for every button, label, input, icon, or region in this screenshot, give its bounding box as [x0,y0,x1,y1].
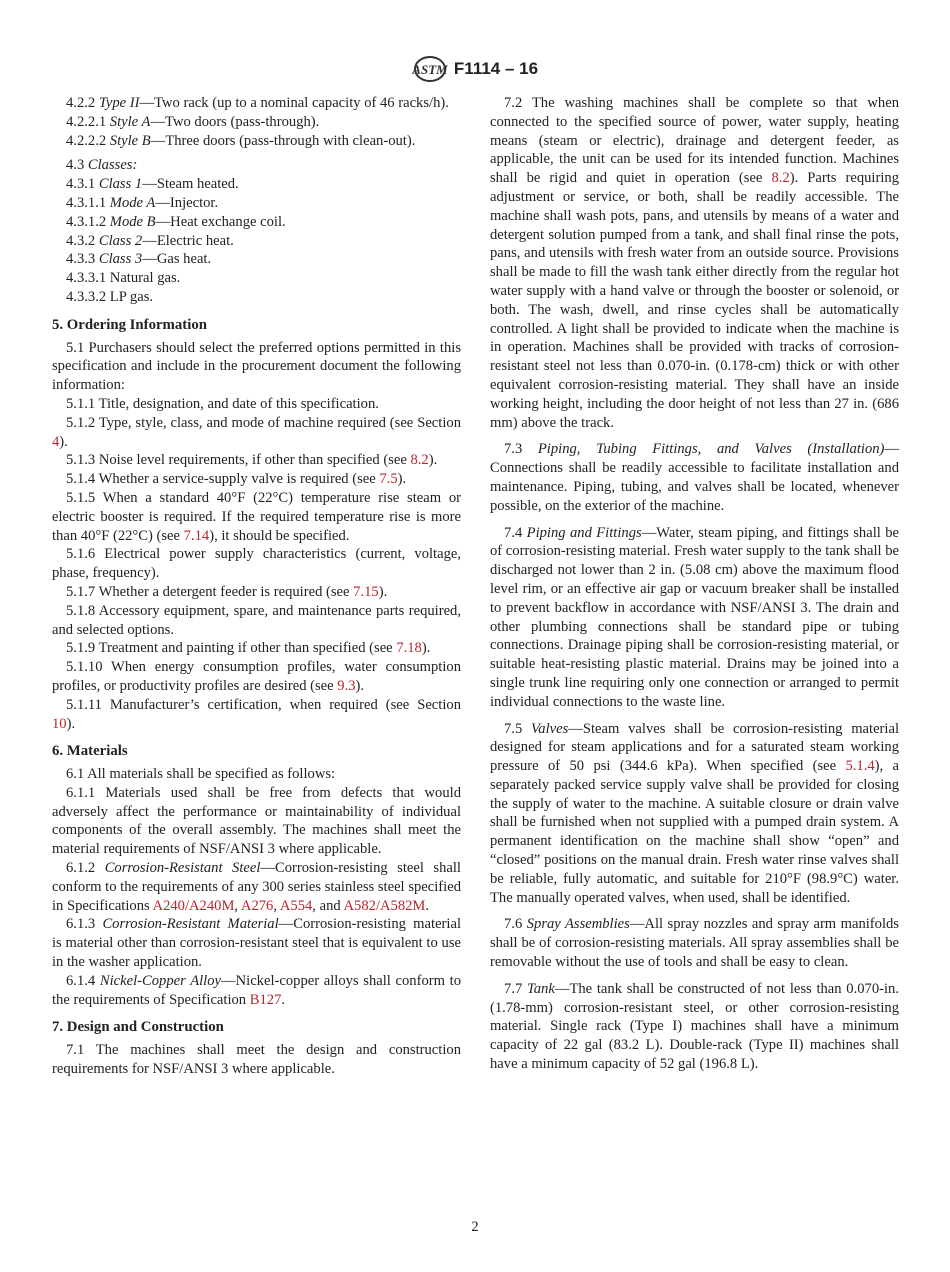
clause-text: 5.1.7 Whether a detergent feeder is required (see [66,583,354,600]
clause-group [490,524,899,712]
clause-paragraph [490,94,899,432]
clause-paragraph [52,470,461,489]
cross-reference-link[interactable]: A240/A240M [152,897,235,914]
cross-reference-link[interactable]: 7.5 [379,471,398,488]
clause-text: ), a separately packed service supply valve shall be provided for closing the supply of water to the machine. A suitable closure or drain valve shall be furnished when not supplied with a pumped drain system. A permanent identification on the machine shall show “open” and “closed” positions on the manual drain. Fresh water rinse valves shall be reliable, fully automatic, and suitable for 210°F (98.9°C) water. The manually operated valves, when used, shall be identified. [490,758,899,906]
section-heading: 5. Ordering Information [52,316,207,333]
cross-reference-link[interactable]: B127 [249,991,282,1008]
clause-paragraph [52,489,461,545]
clause-paragraph [52,113,461,132]
clause-paragraph [52,545,461,583]
italic-term: Class 1 [98,176,143,193]
clause-text: 5.1.10 When energy consumption profiles, water consumption profiles, or productivity profiles are desired (see [52,659,461,694]
clause-paragraph [490,720,899,908]
clause-group [52,156,461,306]
clause-text: . [281,991,286,1008]
clause-paragraph [52,583,461,602]
clause-paragraph [52,288,461,307]
clause-paragraph [52,602,461,640]
clause-paragraph [52,213,461,232]
clause-text: 6.1.4 [66,972,100,989]
clause-text: 7.5 [504,720,531,737]
clause-text: 7.3 [504,441,538,458]
clause-text: ). [428,452,438,469]
clause-text: , [273,897,280,914]
clause-text: ). [355,677,365,694]
section-heading: 6. Materials [52,743,128,760]
clause-text: 5.1.5 When a standard 40°F (22°C) temperature rise steam or electric booster is required. If the required temperature rise is more than 40°F (22°C) (see [52,489,461,544]
clause-paragraph [52,414,461,452]
clause-text: ). [59,433,68,450]
clause-text: 5.1.2 Type, style, class, and mode of machine required (see Section [66,414,461,431]
svg-text:ASTM: ASTM [412,62,448,77]
clause-text: 7.7 [504,980,527,997]
astm-logo-icon [412,55,448,83]
clause-paragraph [52,639,461,658]
clause-text: 4.3.1 [66,176,99,193]
clause-group [490,440,899,515]
clause-text: —The tank shall be constructed of not less than 0.070-in. (1.78-mm) corrosion-resistant steel, or other corrosion-resisting material. Single rack (Type I) machines shall have a minimum capacity of 22 gal (83.2 L). Double-rack (Type II) machines shall have a minimum capacity of 52 gal (196.8 L). [490,980,899,1073]
clause-paragraph [490,915,899,971]
clause-text: —Two rack (up to a nominal capacity of 46 racks/h). [139,95,449,111]
clause-paragraph [52,94,461,113]
italic-term: Tank [526,980,555,997]
clause-text: 5.1.1 Title, designation, and date of this specification. [66,395,379,412]
clause-text: ). [397,471,407,488]
right-column [490,94,899,1082]
clause-paragraph [52,156,461,175]
italic-term: Style A [109,113,151,130]
clause-text: 6.1 All materials shall be specified as follows: [66,766,336,783]
clause-text: —Two doors (pass-through). [150,113,320,130]
clause-paragraph [52,269,461,288]
clause-text: 5.1.8 Accessory equipment, spare, and maintenance parts required, and selected options. [52,602,461,638]
page-number: 2 [471,1219,479,1235]
italic-term: Piping and Fittings [526,524,642,541]
italic-term: Mode A [109,194,156,211]
clause-text: —All spray nozzles and spray arm manifolds shall be of corrosion-resisting materials. All spray assemblies shall be removable without the use of tools and shall be easy to clean. [490,916,899,971]
clause-paragraph [52,339,461,395]
clause-group [52,339,461,734]
clause-text: —Nickel-copper alloys shall conform to the requirements of Specification [52,972,461,1008]
clause-text: 5.1.3 Noise level requirements, if other than specified (see [66,452,411,469]
italic-term: Spray Assemblies [526,916,630,933]
cross-reference-link[interactable]: 4 [52,433,60,450]
clause-group [52,1041,461,1079]
clause-text: 6.1.1 Materials used shall be free from defects that would adversely affect the performance or maintainability of individual components of the overall assembly. The machines shall meet the material requirements of NSF/ANSI 3 where applicable. [52,784,461,858]
cross-reference-link[interactable]: 10 [52,715,67,732]
italic-term: Mode B [109,213,156,230]
clause-text: —Three doors (pass-through with clean-out). [150,132,416,149]
clause-text: 4.3.3.2 LP gas. [66,288,154,305]
clause-paragraph [52,784,461,859]
clause-paragraph [52,915,461,971]
clause-text: —Corrosion-resisting steel shall conform to the requirements of any 300 series stainless steel specified in Specifications [52,860,461,914]
clause-text: 4.3 [66,157,88,174]
cross-reference-link[interactable]: 8.2 [410,452,429,469]
clause-text: ), it should be specified. [209,527,350,544]
cross-reference-link[interactable]: 5.1.4 [845,758,875,775]
clause-text: —Gas heat. [142,251,212,268]
clause-text: —Heat exchange coil. [155,213,286,230]
clause-text: 6.1.2 [66,860,105,877]
clause-text: 5.1 Purchasers should select the preferred options permitted in this specification and include in the procurement document the following information: [52,339,461,394]
italic-term: Valves [531,720,569,737]
clause-text: . [425,897,430,914]
clause-text: ). Parts requiring adjustment or service, or both, shall be readily accessible. The machine shall wash pots, pans, and utensils by means of a water and detergent solution pumped from a tank, and shall final rinse the pots, pans, and utensils with fresh water from an outside source. Provisions shall be made to fill the wash tank either directly from the regular hot water supply with a hand valve or through the booster or solenoid, or both. The wash, dwell, and rinse cycles shall be automatically controlled. A light shall be provided to indicate when the machine is in operation. Machines shall be provided with tracks of corrosion-resistant steel not less than 0.070-in. (0.178-cm) thick or with other equivalent corrosion-resisting material. They shall have an inside working height, including the door height of not less than 27 in. (686 mm) above the track. [490,170,899,431]
clause-paragraph [52,658,461,696]
clause-paragraph [490,524,899,712]
italic-term: Type II [98,95,140,111]
clause-text: 4.3.1.2 [66,213,110,230]
cross-reference-link[interactable]: A276 [240,897,274,914]
clause-text: —Corrosion-resisting material is material other than corrosion-resistant steel that is equivalent to use in the washer application. [52,916,461,971]
clause-paragraph [52,250,461,269]
clause-text: 4.2.2 [66,95,99,111]
clause-text: 5.1.11 Manufacturer’s certification, when required (see Section [66,696,461,713]
clause-text: —Steam heated. [142,176,239,193]
clause-text: 7.2 The washing machines shall be complete so that when connected to the specified source of power, water supply, heating means (steam or electric), drainage and detergent feeder, as applicable, the unit can be used for its intended function. Machines shall be rigid and quiet in operation (see [490,95,899,187]
clause-text: —Connections shall be readily accessible to facilitate installation and maintenance. Piping, tubing, and valves shall be located, whenever possible, on the exterior of the machine. [490,441,899,514]
italic-term: Classes: [87,157,138,174]
clause-text: 7.4 [504,524,527,541]
italic-term: Nickel-Copper Alloy [99,972,222,989]
page-header [0,55,950,88]
clause-paragraph [490,440,899,515]
clause-paragraph [52,972,461,1010]
cross-reference-link[interactable]: 9.3 [337,677,356,694]
clause-group [490,94,899,432]
clause-text: 4.3.3.1 Natural gas. [66,270,181,287]
clause-paragraph [52,232,461,251]
clause-text: —Steam valves shall be corrosion-resisting material designed for steam applications and for a saturated steam working pressure of 50 psi (344.6 kPa). When specified (see [490,720,900,775]
clause-text: ). [66,715,76,732]
clause-text: 7.6 [504,916,527,933]
clause-text: —Electric heat. [142,232,234,249]
italic-term: Class 3 [98,251,143,268]
clause-paragraph [52,859,461,915]
clause-text: 4.3.2 [66,232,99,249]
clause-paragraph [52,451,461,470]
italic-term: Piping, Tubing Fittings, and Valves (Installation) [537,441,885,458]
clause-text: , [234,897,241,914]
cross-reference-link[interactable]: A554 [279,897,313,914]
clause-paragraph [52,175,461,194]
clause-text: 7.1 The machines shall meet the design and construction requirements for NSF/ANSI 3 where applicable. [52,1042,461,1078]
clause-text: 6.1.3 [66,916,103,933]
standard-designation: F1114 – 16 [453,59,539,78]
clause-text: 4.2.2.1 [66,113,110,130]
clause-group [490,980,899,1074]
clause-text: 4.3.3 [66,251,99,268]
italic-term: Corrosion-Resistant Steel [104,860,261,877]
clause-group [52,765,461,1009]
cross-reference-link[interactable]: 8.2 [771,170,790,187]
clause-paragraph [52,696,461,734]
clause-text: ). [421,640,431,657]
clause-paragraph [52,132,461,151]
clause-group [490,720,899,908]
clause-text: 4.3.1.1 [66,194,110,211]
left-column [52,94,461,1085]
cross-reference-link[interactable]: 7.14 [183,527,210,544]
clause-paragraph [490,980,899,1074]
italic-term: Class 2 [98,232,143,249]
clause-text: , and [312,897,344,914]
section-heading: 7. Design and Construction [52,1019,224,1036]
clause-text: 5.1.4 Whether a service-supply valve is required (see [66,471,380,488]
clause-paragraph [52,194,461,213]
cross-reference-link[interactable]: A582/A582M [343,897,426,914]
clause-text: 5.1.6 Electrical power supply characteristics (current, voltage, phase, frequency). [52,546,461,582]
clause-paragraph [52,1041,461,1079]
clause-paragraph [52,765,461,784]
clause-text: —Injector. [155,194,219,211]
clause-text: ). [378,583,388,600]
cross-reference-link[interactable]: 7.15 [353,583,379,600]
clause-text: —Water, steam piping, and fittings shall be of corrosion-resisting material. Fresh water supply to the tank shall be discharged not lower than 2 in. (5.08 cm) above the maximum flood level rim, or an effective air gap or vacuum breaker shall be installed to prevent backflow in accordance with NSF/ANSI 3. The drain and other plumbing connections shall be standard pipe or tubing connections. Drainage piping shall be corrosion-resisting material, or suitable heat-resisting plastic material. Drains may be joined into a single trunk line requiring only one connection or arranged to permit individual connections to the waste line. [490,524,899,710]
italic-term: Corrosion-Resistant Material [102,916,279,933]
clause-group [52,94,461,150]
clause-paragraph [52,395,461,414]
clause-text: 4.2.2.2 [66,132,110,149]
clause-text: 5.1.9 Treatment and painting if other than specified (see [66,640,397,657]
cross-reference-link[interactable]: 7.18 [396,640,422,657]
clause-group [490,915,899,971]
italic-term: Style B [109,132,151,149]
